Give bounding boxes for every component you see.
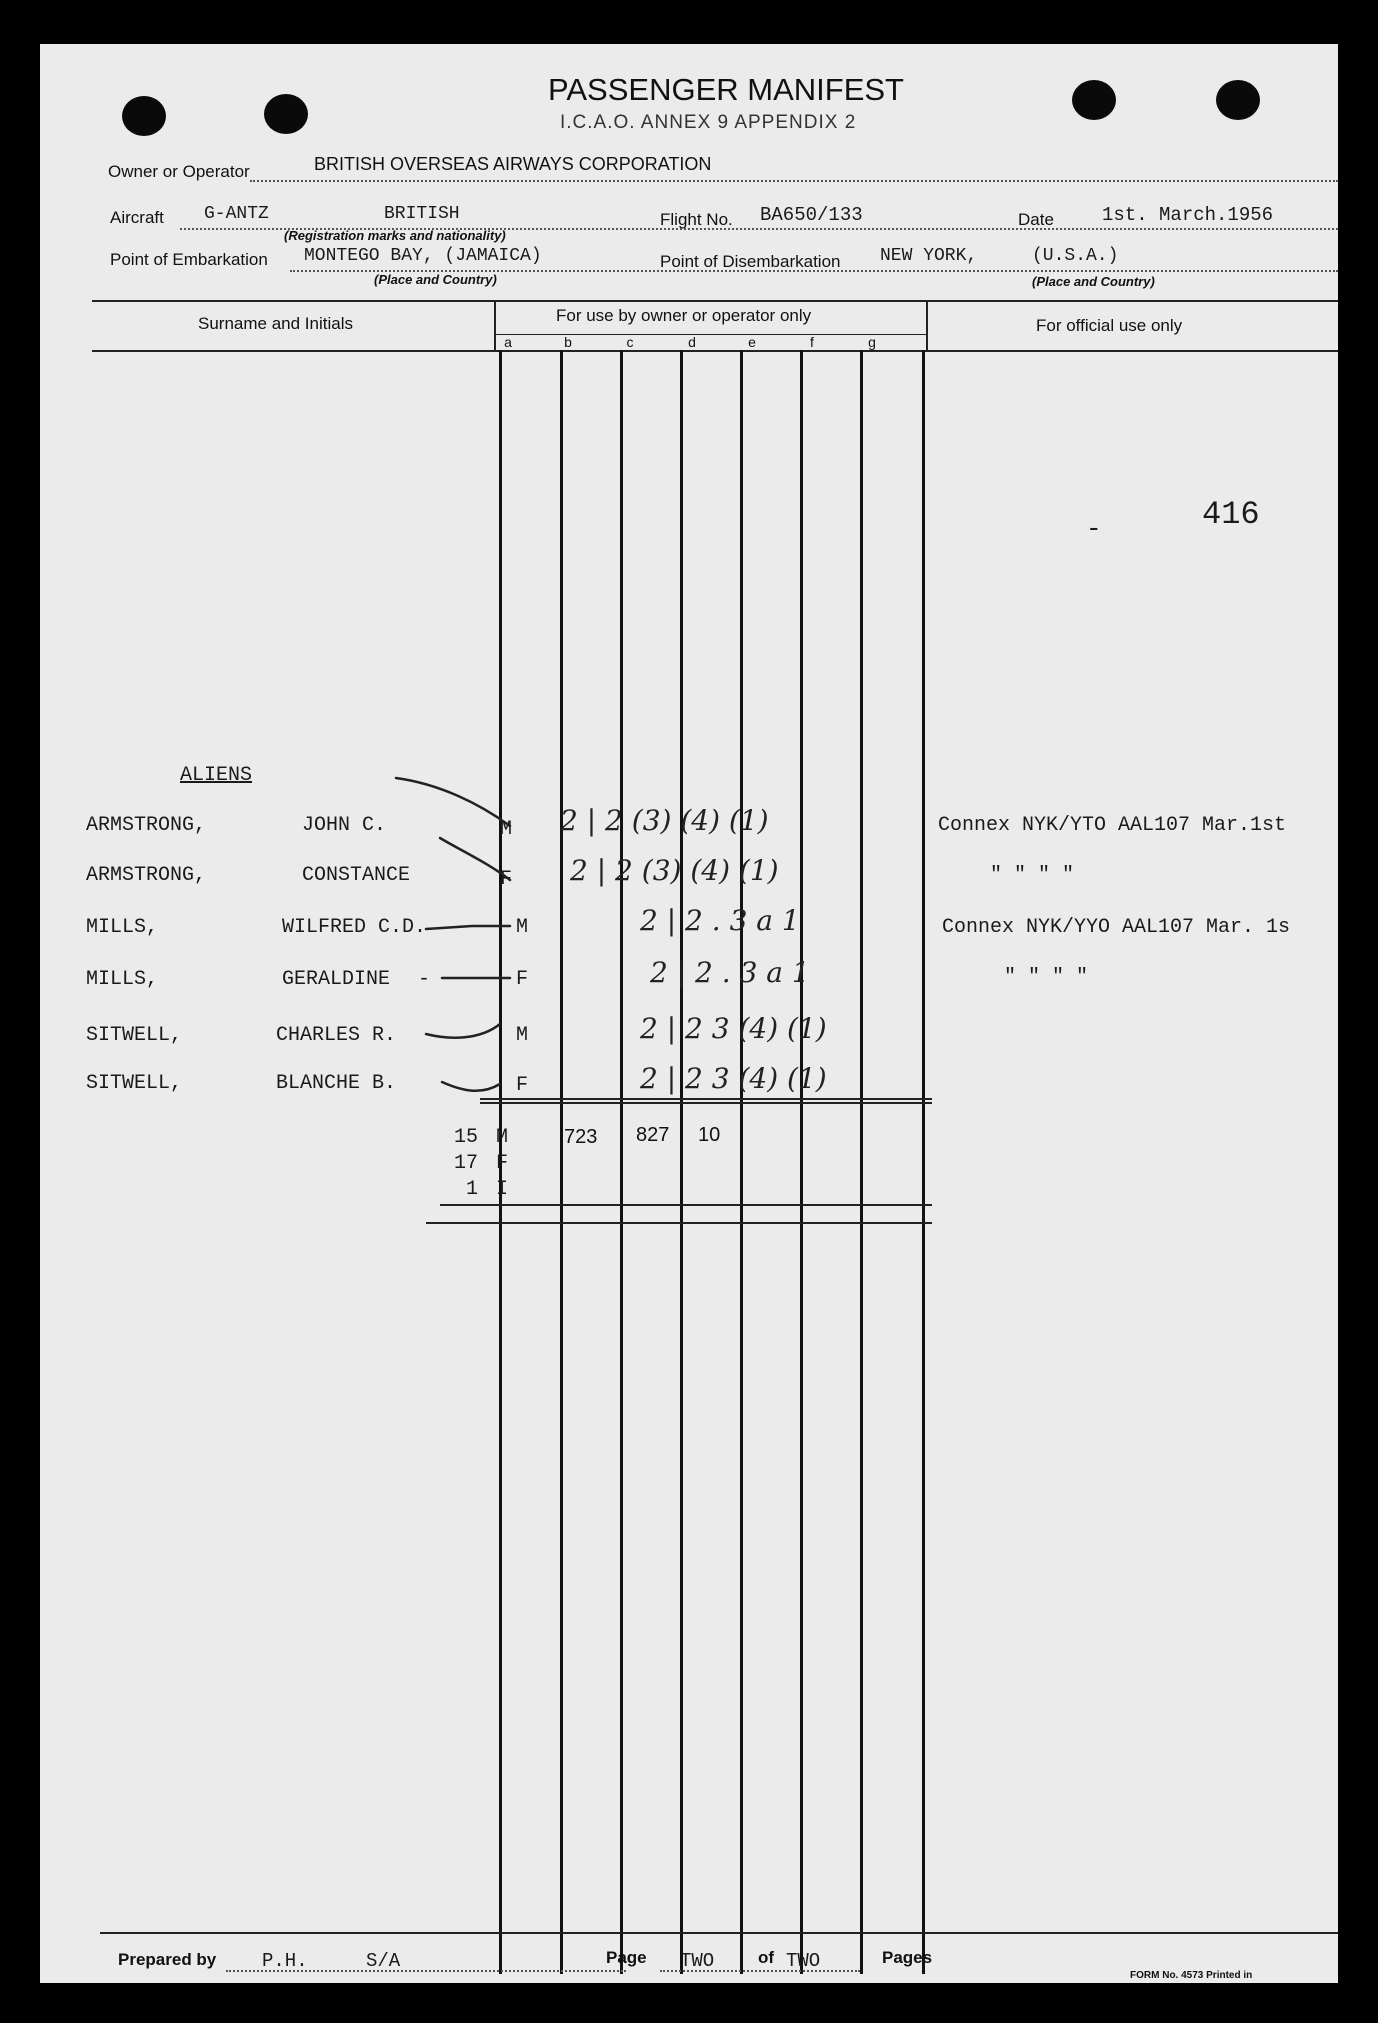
aircraft-registration: G-ANTZ (204, 204, 269, 224)
passenger-official: Connex NYK/YTO AAL107 Mar.1st (938, 814, 1287, 837)
passenger-marks: 2 | 2 3 (4) (1) (640, 1062, 827, 1095)
passenger-marks: 2 | 2 3 (4) (1) (640, 1012, 827, 1045)
page-number: 416 (1202, 496, 1260, 533)
passenger-sex: F (516, 968, 529, 991)
passenger-surname: ARMSTRONG, (86, 864, 207, 887)
prepared-value: P.H. (262, 1950, 308, 1972)
passenger-surname: SITWELL, (86, 1024, 183, 1047)
aircraft-nationality: BRITISH (384, 204, 460, 224)
passenger-dash: - (418, 968, 431, 991)
disembarkation-label: Point of Disembarkation (660, 252, 841, 271)
totals-bottom-rule (426, 1222, 932, 1224)
prepared-role: S/A (366, 1950, 401, 1972)
passenger-given: CHARLES R. (276, 1024, 397, 1047)
total-col-c: 827 (636, 1124, 670, 1146)
total-col-b: 723 (564, 1126, 598, 1148)
flight-label: Flight No. (660, 210, 733, 229)
embarkation-caption: (Place and Country) (374, 272, 497, 287)
page-label: Page (606, 1948, 647, 1967)
total-col-d: 10 (698, 1124, 721, 1146)
subcol-g: g (868, 334, 876, 350)
total-sex-female: F (496, 1152, 509, 1175)
page-value: TWO (680, 1950, 715, 1972)
subcol-e: e (748, 334, 756, 350)
date-label: Date (1018, 210, 1054, 229)
disembarkation-caption: (Place and Country) (1032, 274, 1155, 289)
total-count-male: 15 (454, 1126, 479, 1149)
subcol-d: d (688, 334, 696, 350)
passenger-given: JOHN C. (302, 814, 387, 837)
aircraft-label: Aircraft (110, 208, 164, 227)
subcol-b: b (564, 334, 572, 350)
passenger-sex: F (500, 868, 513, 891)
passenger-sex: M (516, 916, 529, 939)
form-subtitle: I.C.A.O. ANNEX 9 APPENDIX 2 (560, 112, 857, 133)
totals-top-rule (480, 1102, 932, 1104)
punch-hole (1216, 80, 1260, 120)
disembarkation-value: NEW YORK, (880, 246, 978, 266)
passenger-marks: 2 | 2 (3) (4) (1) (560, 804, 769, 837)
prepared-rule (226, 1970, 626, 1972)
totals-top-rule (480, 1098, 932, 1100)
tick-marks (40, 44, 940, 1144)
passenger-official: " " " " (990, 864, 1075, 887)
manifest-sheet (40, 44, 1338, 1983)
form-number: FORM No. 4573 Printed in (1130, 1970, 1253, 1981)
passenger-marks: 2 | 2 (3) (4) (1) (570, 854, 779, 887)
passenger-surname: SITWELL, (86, 1072, 183, 1095)
embarkation-value: MONTEGO BAY, (JAMAICA) (304, 246, 542, 266)
passenger-given: GERALDINE (282, 968, 391, 991)
totals-bottom-rule (440, 1204, 932, 1206)
passenger-marks: 2 | 2 . 3 a 1 (640, 904, 800, 937)
date-value: 1st. March.1956 (1102, 204, 1274, 226)
passenger-sex: M (516, 1024, 529, 1047)
total-count-infant: 1 (466, 1178, 479, 1201)
page-number-dash: - (1086, 514, 1102, 544)
punch-hole (1072, 80, 1116, 120)
passenger-surname: ARMSTRONG, (86, 814, 207, 837)
pages-label: Pages (882, 1948, 933, 1967)
passenger-official: Connex NYK/YYO AAL107 Mar. 1s (942, 916, 1291, 939)
col-surname-header: Surname and Initials (198, 314, 353, 333)
total-sex-infant: I (496, 1178, 509, 1201)
page-rule (660, 1970, 860, 1972)
prepared-label: Prepared by (118, 1950, 217, 1969)
passenger-given: CONSTANCE (302, 864, 411, 887)
operator-label: Owner or Operator (108, 162, 250, 181)
total-sex-male: M (496, 1126, 509, 1149)
total-count-female: 17 (454, 1152, 479, 1175)
passenger-official: " " " " (1004, 966, 1089, 989)
subcol-f: f (810, 334, 814, 350)
passenger-surname: MILLS, (86, 916, 159, 939)
operator-value: BRITISH OVERSEAS AIRWAYS CORPORATION (314, 154, 712, 174)
subcol-a: a (504, 334, 512, 350)
of-label: of (758, 1948, 775, 1967)
passenger-marks: 2 | 2 . 3 a 1 (650, 956, 810, 989)
col-official-header: For official use only (1036, 316, 1183, 335)
aircraft-caption: (Registration marks and nationality) (284, 228, 506, 243)
flight-value: BA650/133 (760, 204, 863, 226)
footer-rule (100, 1932, 1338, 1934)
passenger-sex: F (516, 1074, 529, 1097)
embarkation-label: Point of Embarkation (110, 250, 268, 269)
form-title: PASSENGER MANIFEST (548, 72, 904, 107)
passenger-given: BLANCHE B. (276, 1072, 397, 1095)
section-label: ALIENS (180, 764, 253, 787)
col-owner-header: For use by owner or operator only (556, 306, 812, 325)
disembarkation-country: (U.S.A.) (1032, 246, 1119, 266)
subcol-c: c (626, 334, 634, 350)
of-value: TWO (786, 1950, 821, 1972)
passenger-surname: MILLS, (86, 968, 159, 991)
passenger-given: WILFRED C.D. (282, 916, 427, 939)
passenger-sex: M (500, 818, 513, 841)
